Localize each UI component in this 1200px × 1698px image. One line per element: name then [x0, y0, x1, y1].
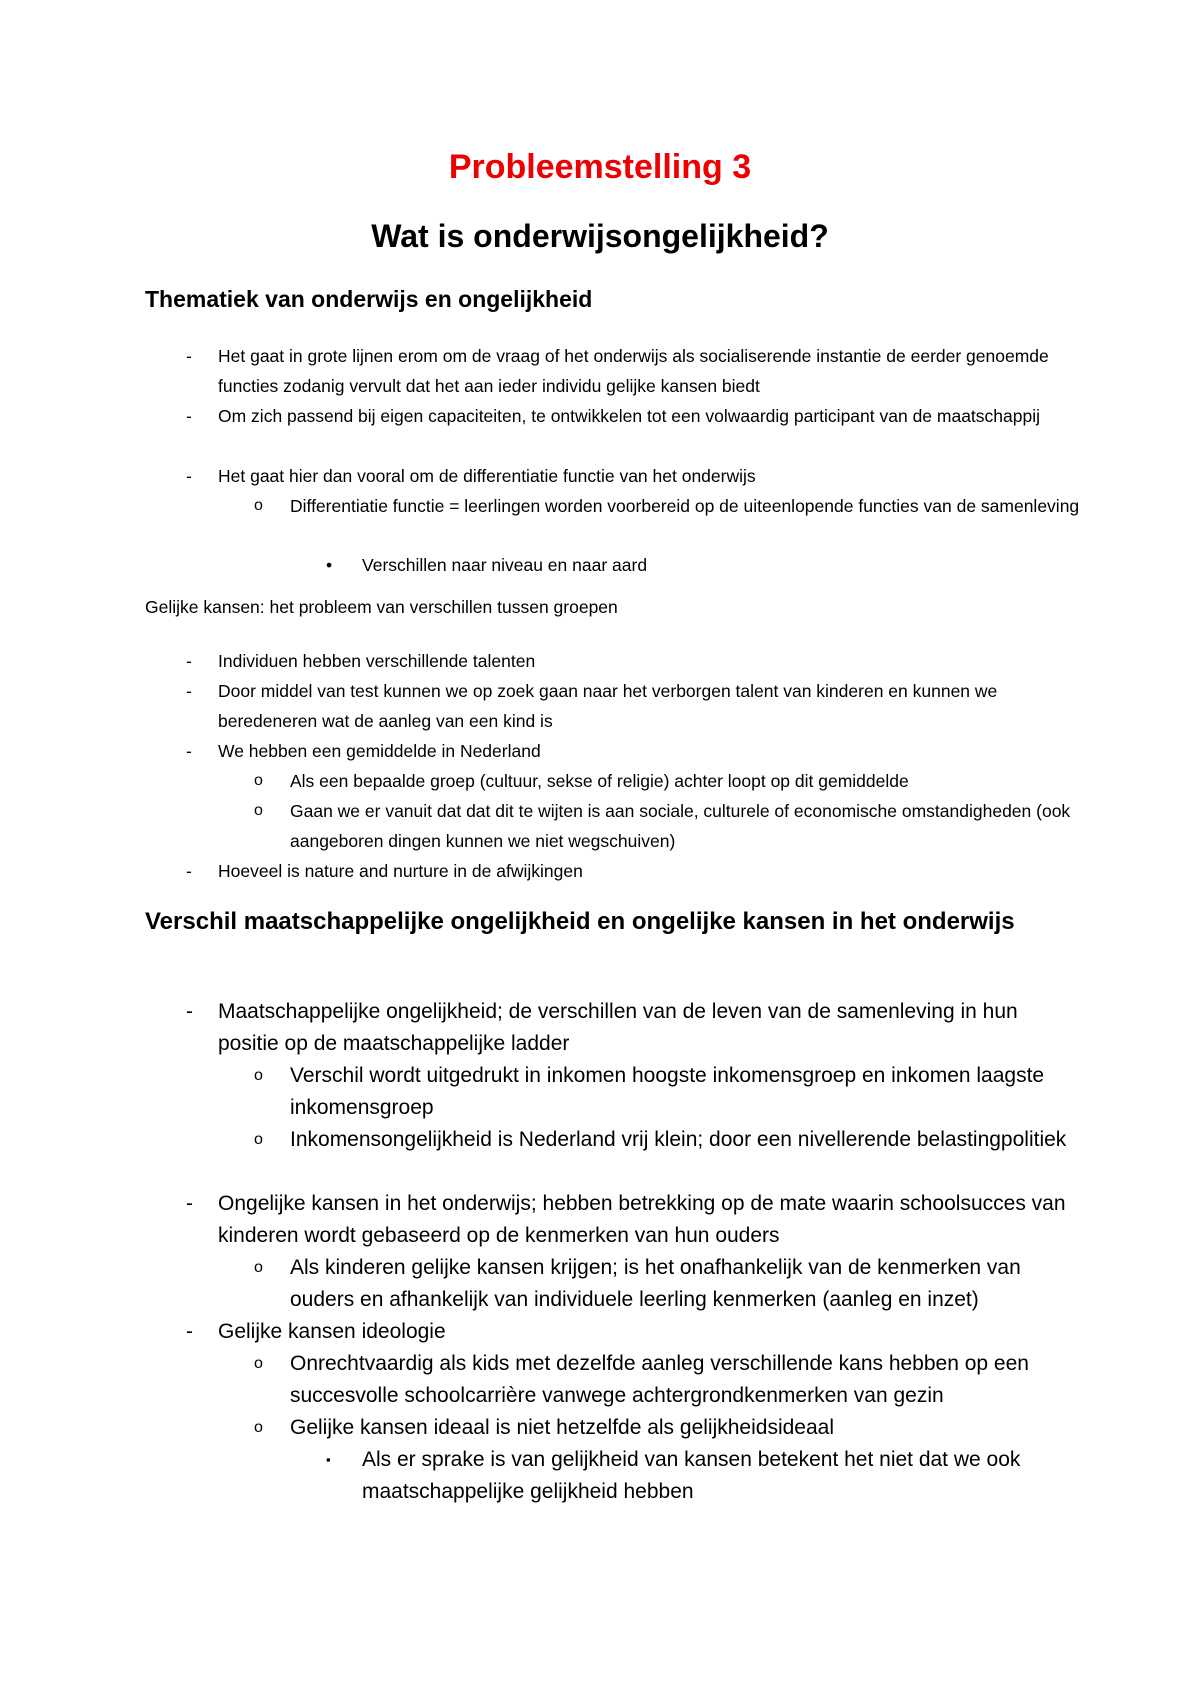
list-item: - Hoeveel is nature and nurture in de afwijkingen — [218, 856, 1078, 886]
list-item: • Verschillen naar niveau en naar aard — [362, 550, 1082, 580]
circle-marker: o — [254, 497, 263, 514]
list-item: o Gelijke kansen ideaal is niet hetzelfde als gelijkheidsideaal — [290, 1412, 1080, 1444]
dash-marker: - — [186, 346, 192, 366]
list-item: o Onrechtvaardig als kids met dezelfde aanleg verschillende kans hebben op een succesvolle schoolcarrière vanwege achtergrondkenmerken van gezin — [290, 1348, 1080, 1412]
list-item: ▪ Als er sprake is van gelijkheid van kansen betekent het niet dat we ook maatschappelijke gelijkheid hebben — [362, 1444, 1082, 1508]
dash-marker: - — [186, 1320, 193, 1343]
list-item: - Maatschappelijke ongelijkheid; de verschillen van de leven van de samenleving in hun positie op de maatschappelijke ladder — [218, 996, 1078, 1060]
dash-marker: - — [186, 681, 192, 701]
list-item: - Het gaat hier dan vooral om de differentiatie functie van het onderwijs — [218, 461, 1078, 491]
circle-marker: o — [254, 1355, 263, 1372]
dash-marker: - — [186, 1192, 193, 1215]
circle-marker: o — [254, 802, 263, 819]
list-item: - Door middel van test kunnen we op zoek gaan naar het verborgen talent van kinderen en kunnen we beredeneren wat de aanleg van een kind is — [218, 676, 1078, 736]
square-marker: ▪ — [326, 1452, 331, 1467]
circle-marker: o — [254, 1419, 263, 1436]
list-item: o Als een bepaalde groep (cultuur, sekse of religie) achter loopt op dit gemiddelde — [290, 766, 1080, 796]
list-item: - Om zich passend bij eigen capaciteiten, te ontwikkelen tot een volwaardig participant van de maatschappij — [218, 401, 1078, 431]
list-item: - Het gaat in grote lijnen erom om de vraag of het onderwijs als socialiserende instantie de eerder genoemde functies zodanig vervult dat het aan ieder individu gelijke kansen biedt — [218, 341, 1078, 401]
list-item: o Inkomensongelijkheid is Nederland vrij klein; door een nivellerende belastingpolitiek — [290, 1124, 1080, 1156]
circle-marker: o — [254, 1067, 263, 1084]
section1-heading: Thematiek van onderwijs en ongelijkheid — [145, 286, 593, 312]
list-item: o Gaan we er vanuit dat dat dit te wijten is aan sociale, culturele of economische omstandigheden (ook aangeboren dingen kunnen we niet wegschuiven) — [290, 796, 1080, 856]
circle-marker: o — [254, 772, 263, 789]
document-subtitle: Wat is onderwijsongelijkheid? — [371, 218, 829, 254]
dash-marker: - — [186, 741, 192, 761]
list-item: o Verschil wordt uitgedrukt in inkomen hoogste inkomensgroep en inkomen laagste inkomensgroep — [290, 1060, 1080, 1124]
dash-marker: - — [186, 466, 192, 486]
document-title: Probleemstelling 3 — [448, 148, 752, 186]
bullet-marker: • — [326, 555, 333, 575]
dash-marker: - — [186, 406, 192, 426]
dash-marker: - — [186, 651, 192, 671]
list-item: - We hebben een gemiddelde in Nederland — [218, 736, 1078, 766]
dash-marker: - — [186, 1000, 193, 1023]
list-item: o Als kinderen gelijke kansen krijgen; is het onafhankelijk van de kenmerken van ouders en afhankelijk van individuele leerling kenmerken (aanleg en inzet) — [290, 1252, 1080, 1316]
section3-heading: Verschil maatschappelijke ongelijkheid en ongelijke kansen in het onderwijs — [145, 908, 1015, 935]
section2-heading: Gelijke kansen: het probleem van verschillen tussen groepen — [145, 597, 618, 617]
list-item: o Differentiatie functie = leerlingen worden voorbereid op de uiteenlopende functies van de samenleving — [290, 491, 1080, 521]
list-item: - Individuen hebben verschillende talenten — [218, 646, 1078, 676]
circle-marker: o — [254, 1259, 263, 1276]
dash-marker: - — [186, 861, 192, 881]
list-item: - Gelijke kansen ideologie — [218, 1316, 1078, 1348]
circle-marker: o — [254, 1131, 263, 1148]
list-item: - Ongelijke kansen in het onderwijs; hebben betrekking op de mate waarin schoolsucces van kinderen wordt gebaseerd op de kenmerken van hun ouders — [218, 1188, 1078, 1252]
